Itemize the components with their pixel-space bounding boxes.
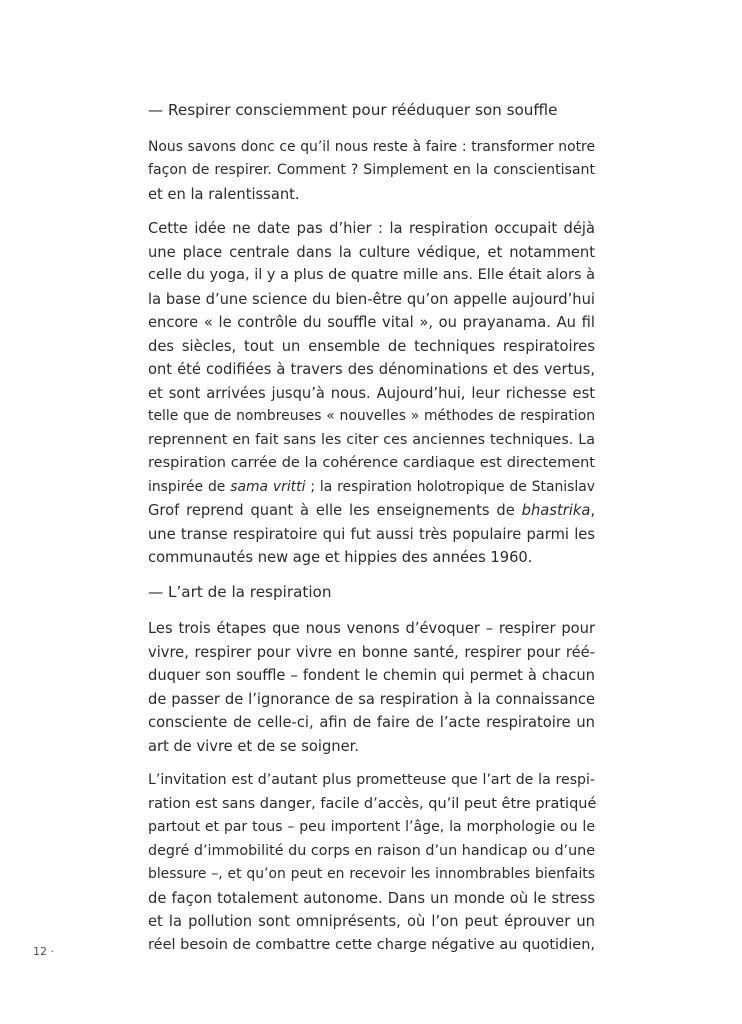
text-line: de passer de l’ignorance de sa respiration à la connaissance: [148, 690, 595, 708]
page-body: [148, 99, 595, 968]
paragraph-transform-breathing: [148, 136, 595, 207]
text-run: Grof reprend quant à elle les enseignements de: [148, 502, 522, 519]
paragraph-vedic-history: [148, 217, 595, 570]
text-line: et la pollution sont omniprésents, où l’on peut éprouver un: [148, 913, 595, 930]
text-line: une place centrale dans la culture védique, et notamment: [148, 243, 595, 261]
text-line: des siècles, tout un ensemble de techniques respiratoires: [148, 337, 595, 355]
text-line: duquer son souffle – fondent le chemin qui permet à chacun: [148, 667, 595, 684]
text-line: consciente de celle-ci, afin de faire de l’acte respiratoire un: [148, 714, 595, 731]
text-line: blessure –, et qu’on peut en recevoir les innombrables bienfaits: [148, 866, 595, 882]
text-line: ont été codifiées à travers des dénominations et des vertus,: [148, 361, 595, 378]
text-line: encore « le contrôle du souffle vital », ou prayanama. Au fil: [148, 314, 595, 331]
section-heading-conscious-breathing: — Respirer consciemment pour rééduquer son souffle: [148, 101, 558, 119]
italic-term-bhastrika: bhastrika: [521, 502, 591, 519]
text-line: une transe respiratoire qui fut aussi très populaire parmi les: [148, 525, 595, 543]
paragraph-invitation: [148, 769, 595, 957]
text-line: art de vivre et de se soigner.: [148, 737, 359, 755]
text-line: réel besoin de combattre cette charge négative au quotidien,: [148, 936, 595, 953]
text-line: façon de respirer. Comment ? Simplement en la conscientisant: [148, 162, 595, 178]
text-line: communautés new age et hippies des années 1960.: [148, 549, 533, 566]
text-line: la base d’une science du bien-être qu’on appelle aujourd’hui: [148, 290, 595, 308]
text-line: Les trois étapes que nous venons d’évoquer – respirer pour: [148, 620, 595, 637]
section-heading-art-of-breathing: — L’art de la respiration: [148, 582, 332, 601]
italic-term-sama-vritti: sama vritti: [230, 478, 306, 495]
text-line: respiration carrée de la cohérence cardiaque est directement: [148, 455, 595, 471]
text-line: ration est sans danger, facile d’accès, qu’il peut être pratiqué: [148, 795, 597, 812]
text-run: ,: [590, 502, 595, 519]
text-line: vivre, respirer pour vivre en bonne santé, respirer pour réé-: [148, 643, 595, 661]
text-line: partout et par tous – peu importent l’âge, la morphologie ou le: [148, 819, 595, 835]
text-line: et en la ralentissant.: [148, 185, 300, 203]
page-number: 12 ·: [33, 945, 54, 958]
text-run: inspirée de: [148, 478, 231, 495]
text-line: et sont arrivées jusqu’à nous. Aujourd’hui, leur richesse est: [148, 384, 595, 402]
text-line: [148, 499, 595, 523]
text-line: Cette idée ne date pas d’hier : la respiration occupait déjà: [148, 220, 595, 237]
text-line: telle que de nombreuses « nouvelles » méthodes de respiration: [148, 408, 595, 424]
text-line: degré d’immobilité du corps en raison d’un handicap ou d’une: [148, 842, 595, 859]
text-line: reprennent en fait sans les citer ces anciennes techniques. La: [148, 431, 595, 448]
text-line: [148, 476, 595, 500]
text-line: Nous savons donc ce qu’il nous reste à faire : transformer notre: [148, 138, 595, 155]
text-line: celle du yoga, il y a plus de quatre mille ans. Elle était alors à: [148, 267, 596, 283]
text-line: de façon totalement autonome. Dans un monde où le stress: [148, 889, 595, 907]
text-line: L’invitation est d’autant plus prometteuse que l’art de la respi-: [148, 772, 595, 788]
paragraph-three-steps: [148, 617, 595, 758]
text-run: ; la respiration holotropique de Stanislav: [305, 478, 595, 495]
